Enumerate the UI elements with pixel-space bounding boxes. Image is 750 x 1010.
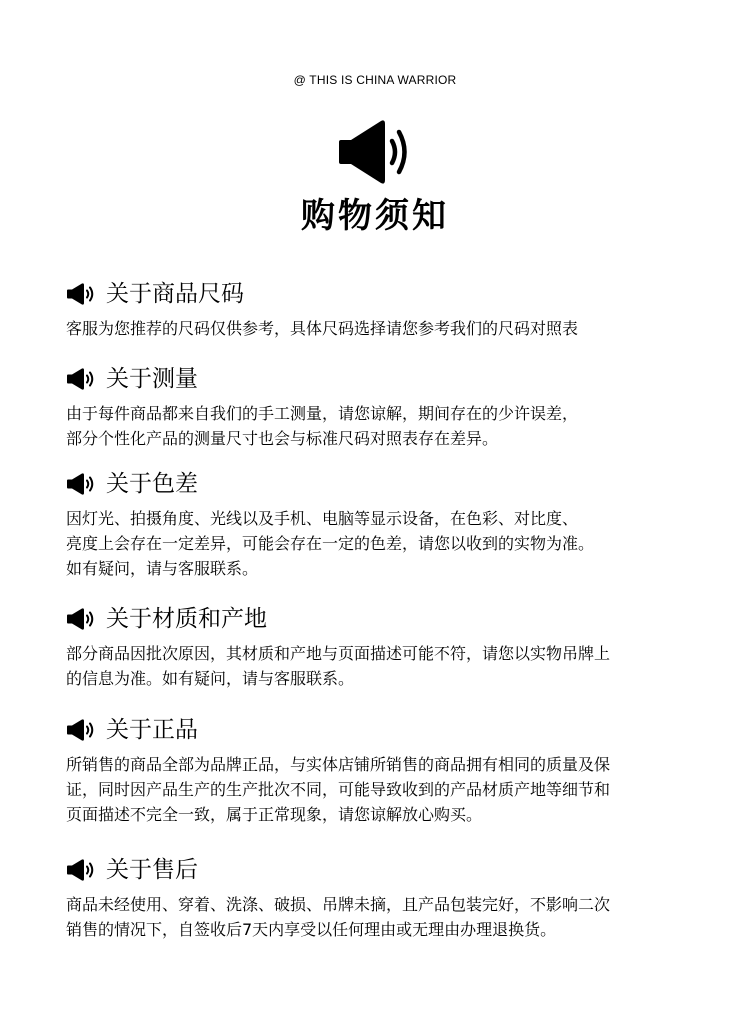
page-title: 购物须知 [301,196,449,236]
section-after-sales [66,854,696,942]
speaker-icon [66,282,95,306]
section-body [66,892,696,942]
body-line: 部分个性化产品的测量尺寸也会与标准尺码对照表存在差异。 [66,429,499,448]
body-line: 所销售的商品全部为品牌正品，与实体店铺所销售的商品拥有相同的质量及保 [66,755,611,774]
section-title: 关于商品尺码 [106,281,244,307]
section-color-difference [66,468,696,581]
speaker-icon [66,607,95,631]
section-title: 关于正品 [106,717,198,743]
body-line: 商品未经使用、穿着、洗涤、破损、吊牌未摘，且产品包装完好，不影响二次 [66,895,611,914]
body-line: 如有疑问，请与客服联系。 [66,559,259,578]
body-line: 由于每件商品都来自我们的手工测量，请您谅解，期间存在的少许误差， [66,404,579,423]
section-body [66,316,696,341]
section-title: 关于售后 [106,857,198,883]
section-heading [66,603,696,635]
section-body [66,506,696,581]
section-authenticity [66,714,696,827]
section-heading [66,468,696,500]
body-line: 证，同时因产品生产的生产批次不同，可能导致收到的产品材质产地等细节和 [66,780,611,799]
section-size [66,278,696,341]
body-line: 销售的情况下，自签收后7天内享受以任何理由或无理由办理退换货。 [66,920,557,939]
section-title: 关于材质和产地 [106,606,267,632]
section-title: 关于色差 [106,471,198,497]
section-heading [66,363,696,395]
body-line: 页面描述不完全一致，属于正常现象，请您谅解放心购买。 [66,805,483,824]
body-line: 的信息为准。如有疑问，请与客服联系。 [66,669,355,688]
brand-tagline: @ THIS IS CHINA WARRIOR [293,73,457,87]
speaker-icon [66,367,95,391]
speaker-icon [66,858,95,882]
body-line: 亮度上会存在一定差异，可能会存在一定的色差，请您以收到的实物为准。 [66,534,595,553]
speaker-icon [337,118,413,186]
body-line: 部分商品因批次原因，其材质和产地与页面描述可能不符，请您以实物吊牌上 [66,644,611,663]
section-heading [66,714,696,746]
speaker-icon [66,718,95,742]
speaker-icon [66,472,95,496]
body-line: 客服为您推荐的尺码仅供参考，具体尺码选择请您参考我们的尺码对照表 [66,319,579,338]
section-heading [66,278,696,310]
section-material-origin [66,603,696,691]
body-line: 因灯光、拍摄角度、光线以及手机、电脑等显示设备，在色彩、对比度、 [66,509,579,528]
section-body [66,401,696,451]
section-body [66,641,696,691]
section-title: 关于测量 [106,366,198,392]
section-measurement [66,363,696,451]
section-heading [66,854,696,886]
section-body [66,752,696,827]
